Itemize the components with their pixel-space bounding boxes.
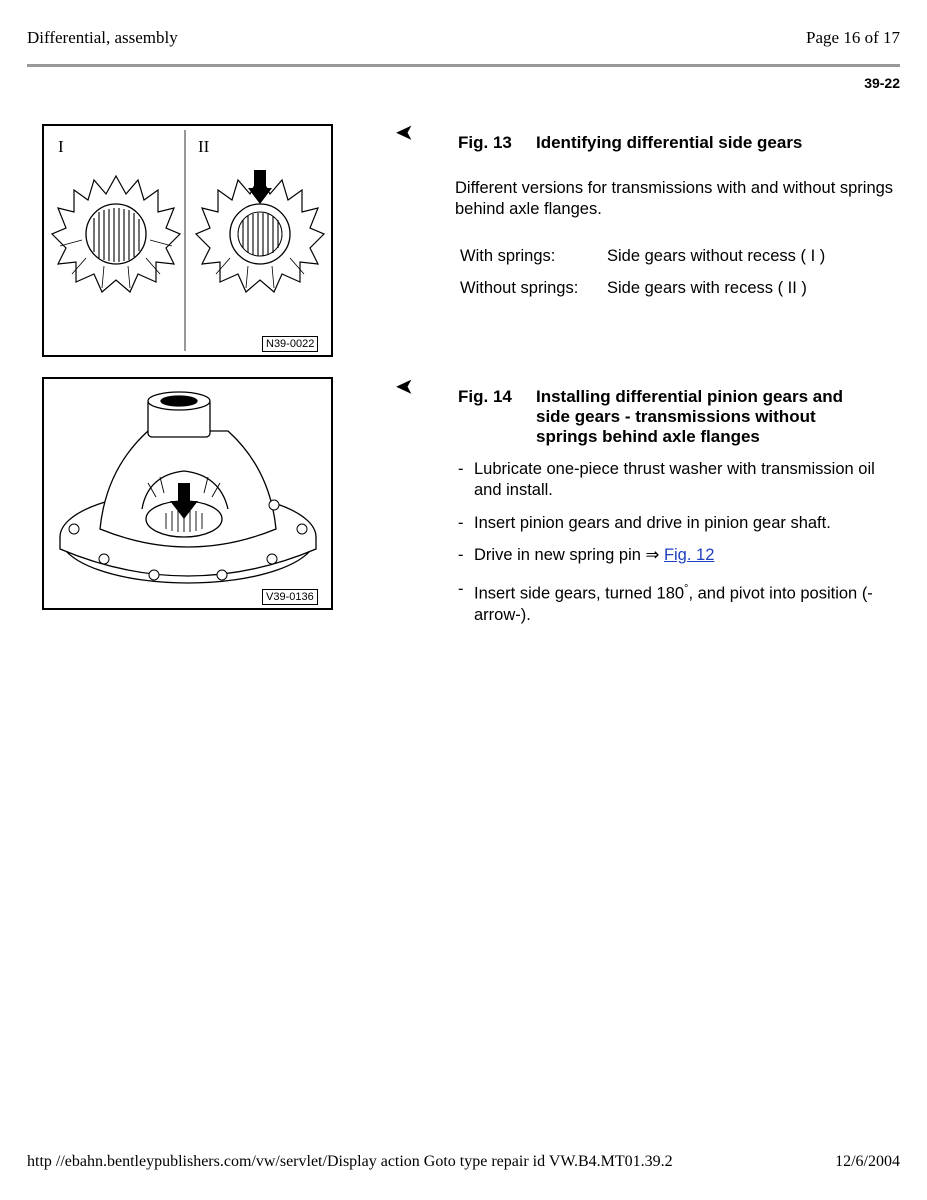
fig13-number: Fig. 13: [458, 133, 512, 152]
spring-type-value: Side gears with recess ( II ): [607, 279, 807, 297]
procedure-step: [458, 513, 888, 534]
spring-type-value: Side gears without recess ( I ): [607, 247, 826, 265]
step-dash: -: [458, 546, 464, 564]
fig13-illustration: [42, 124, 333, 357]
side-gears-drawing: [44, 126, 331, 355]
step-dash: -: [458, 580, 464, 598]
right-arrow-icon: ⇒: [645, 546, 660, 564]
fig14-ref-code: V39-0136: [262, 589, 318, 605]
fig14-caption: Installing differential pinion gears and side gears - transmissions without springs behind axle flanges: [536, 387, 843, 446]
procedure-step: [458, 459, 888, 501]
step-text: Drive in new spring pin: [474, 546, 641, 564]
section-number: 39-22: [864, 75, 900, 91]
side-gear-I: [52, 176, 180, 292]
procedure-step: [458, 545, 888, 566]
page-title: Differential, assembly: [27, 28, 178, 47]
step-text: Insert side gears, turned 180: [474, 584, 685, 603]
spring-type-label: Without springs:: [460, 279, 579, 297]
step-text: Lubricate one-piece thrust washer with transmission oil and install.: [474, 460, 875, 499]
fig14-number: Fig. 14: [458, 387, 512, 406]
fig14-illustration: [42, 377, 333, 610]
header-divider: [27, 64, 900, 67]
footer-url: http //ebahn.bentleypublishers.com/vw/servlet/Display action Goto type repair id VW.B4.MT01.39.2: [27, 1153, 673, 1170]
fig12-link[interactable]: Fig. 12: [663, 546, 715, 564]
step-text: Insert pinion gears and drive in pinion gear shaft.: [474, 514, 831, 532]
degree-symbol: °: [684, 583, 689, 595]
fig13-caption: Identifying differential side gears: [536, 133, 803, 152]
step-dash: -: [458, 514, 464, 532]
spring-type-label: With springs:: [460, 247, 556, 265]
pointer-arrow-icon: ➤: [396, 122, 413, 144]
procedure-step: [458, 579, 888, 626]
label-I: I: [58, 137, 64, 156]
side-gear-II: [196, 170, 324, 292]
step-dash: -: [458, 460, 464, 478]
label-II: II: [198, 137, 210, 156]
step-text-cont: , and pivot into position (-arrow-).: [474, 584, 873, 624]
page-counter: Page 16 of 17: [806, 28, 900, 47]
pointer-arrow-icon: ➤: [396, 376, 413, 398]
differential-housing-drawing: [44, 379, 331, 608]
fig13-ref-code: N39-0022: [262, 336, 318, 352]
fig13-description: Different versions for transmissions with and without springs behind axle flanges.: [455, 179, 894, 218]
footer-date: 12/6/2004: [835, 1153, 900, 1170]
